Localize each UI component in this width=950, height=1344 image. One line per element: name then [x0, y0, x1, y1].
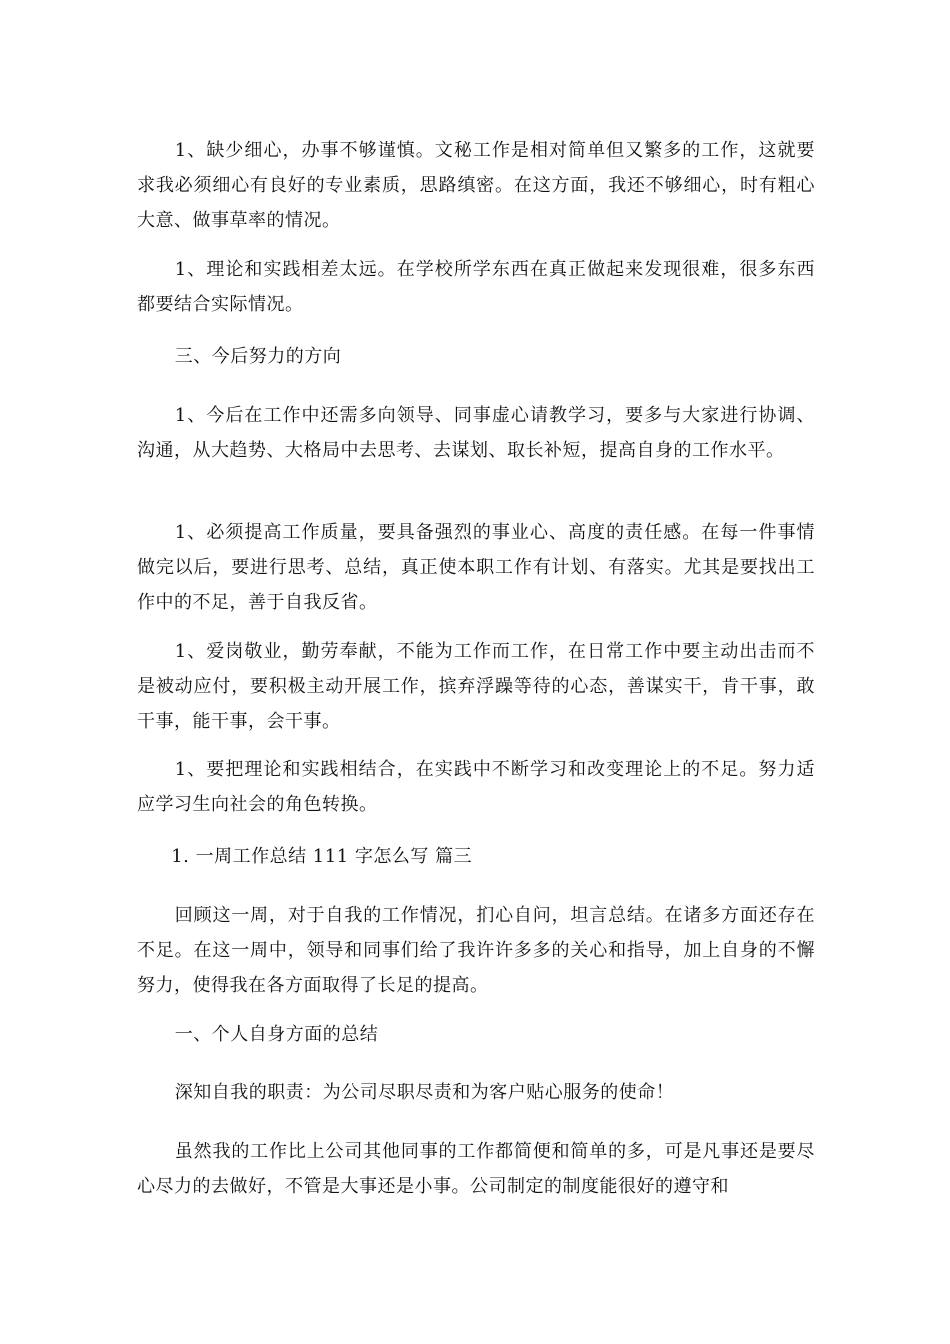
paragraph-improve-quality: 1、必须提高工作质量，要具备强烈的事业心、高度的责任感。在每一件事情做完以后，要进行思考、总结，真正使本职工作有计划、有落实。尤其是要找出工作中的不足，善于自我反省。: [137, 522, 815, 613]
section-heading-personal-summary: 一、个人自身方面的总结: [174, 1024, 379, 1045]
paragraph-theory-practice-gap: 1、理论和实践相差太远。在学校所学东西在真正做起来发现很难，很多东西都要结合实际情况。: [137, 259, 815, 315]
paragraph-carelessness: 1、缺少细心，办事不够谨慎。文秘工作是相对简单但又繁多的工作，这就要求我必须细心有良好的专业素质，思路缜密。在这方面，我还不够细心，时有粗心大意、做事草率的情况。: [137, 140, 815, 231]
paragraph-combine-theory-practice: 1、要把理论和实践相结合，在实践中不断学习和改变理论上的不足。努力适应学习生向社会的角色转换。: [137, 759, 815, 815]
paragraph-learn-from-colleagues: 1、今后在工作中还需多向领导、同事虚心请教学习，要多与大家进行协调、沟通，从大趋势、大格局中去思考、去谋划、取长补短，提高自身的工作水平。: [137, 405, 815, 461]
section-title-week-summary: 1. 一周工作总结 111 字怎么写 篇三: [171, 846, 473, 867]
section-heading-future-direction: 三、今后努力的方向: [174, 346, 342, 367]
paragraph-responsibility: 深知自我的职责：为公司尽职尽责和为客户贴心服务的使命！: [174, 1082, 675, 1103]
paragraph-dedication: 1、爱岗敬业，勤劳奉献，不能为工作而工作，在日常工作中要主动出击而不是被动应付，要积极主动开展工作，摈弃浮躁等待的心态，善谋实干，肯干事，敢干事，能干事，会干事。: [137, 641, 815, 732]
paragraph-week-review: 回顾这一周，对于自我的工作情况，扪心自问，坦言总结。在诸多方面还存在不足。在这一周中，领导和同事们给了我许许多多的关心和指导，加上自身的不懈努力，使得我在各方面取得了长足的提高。: [137, 905, 815, 996]
paragraph-work-attitude: 虽然我的工作比上公司其他同事的工作都简便和简单的多，可是凡事还是要尽心尽力的去做好，不管是大事还是小事。公司制定的制度能很好的遵守和: [137, 1141, 815, 1197]
